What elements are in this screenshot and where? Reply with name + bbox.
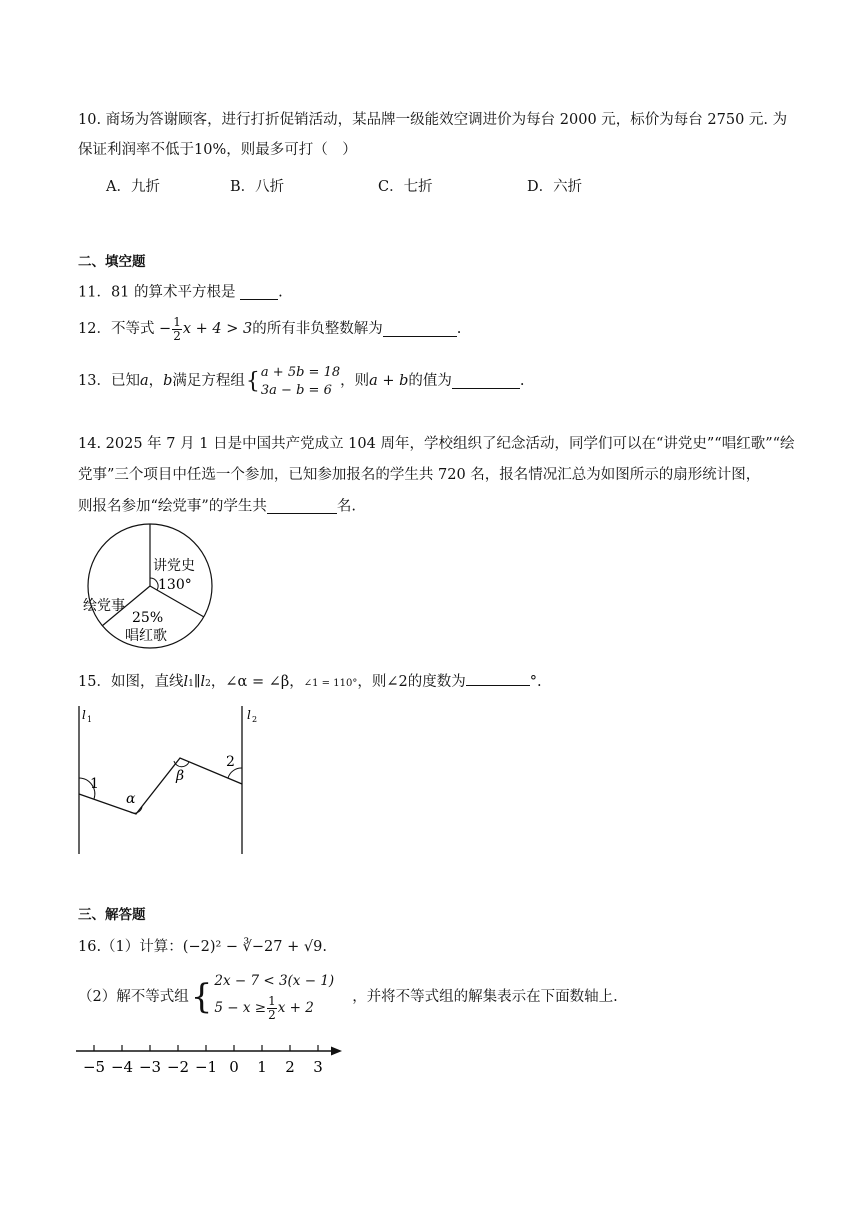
q16-eq2-frac-den: 2 xyxy=(268,1007,276,1022)
q15-mid2: ，则∠2的度数为 xyxy=(357,674,466,690)
fig-angle-1-label: 1 xyxy=(90,776,99,792)
q16-system xyxy=(214,973,334,1021)
number-line-arrow xyxy=(331,1047,342,1056)
q12-tail: . xyxy=(456,320,462,337)
zigzag-path xyxy=(79,758,242,814)
q13-expr: a + b xyxy=(369,373,409,390)
pie-label-changhongge: 唱红歌 xyxy=(125,628,167,644)
pie-label-percent: 25% xyxy=(132,610,164,626)
q10-option-a: A．九折 xyxy=(106,179,160,195)
q13-system-brace: { xyxy=(245,368,260,394)
q13-mid: 满足方程组 xyxy=(172,373,245,390)
q15-answer-blank xyxy=(466,671,530,686)
q14-answer-blank xyxy=(267,499,337,514)
q15-prefix: 15．如图，直线 xyxy=(78,674,184,690)
q16-eq2-frac xyxy=(267,995,277,1021)
q12-frac-den: 2 xyxy=(173,328,181,343)
q14-line3-text: 则报名参加“绘党事”的学生共 xyxy=(78,498,267,515)
q14-pie-figure xyxy=(76,522,226,650)
q10-line2: 保证利润率不低于10%，则最多可打（ ） xyxy=(78,142,357,158)
q15-tail: °. xyxy=(529,674,542,690)
number-line-tick-label: 2 xyxy=(285,1058,295,1076)
q15 xyxy=(78,671,542,690)
q14-tail: 名. xyxy=(336,498,356,515)
q16-part1-prefix: 16.（1）计算： xyxy=(78,939,183,955)
q12-suffix: 的所有非负整数解为 xyxy=(252,320,383,337)
q14-line2: 党事”三个项目中任选一个参加，已知参加报名的学生共 720 名，报名情况汇总为如图所示的扇形统计图， xyxy=(78,467,761,483)
q16-part2 xyxy=(78,973,618,1021)
number-line-tick-label: −1 xyxy=(194,1058,218,1076)
q13-eq1: a + 5b = 18 xyxy=(260,365,341,380)
q12-expr: x + 4 > 3 xyxy=(182,320,253,337)
q13-system xyxy=(261,364,340,399)
q13-after: ，则 xyxy=(340,373,370,390)
q13-sep: ， xyxy=(148,373,164,390)
q16-system-brace: { xyxy=(190,977,213,1018)
q13-eq2: 3a − b = 6 xyxy=(260,382,332,398)
number-line-tick-label: 3 xyxy=(313,1058,323,1076)
fig-l1-label: l xyxy=(82,708,86,722)
q13-var-a: a xyxy=(139,373,149,390)
q16-part2-suffix: ，并将不等式组的解集表示在下面数轴上. xyxy=(352,988,618,1005)
number-line-tick-label: −4 xyxy=(110,1058,134,1076)
q11-tail: . xyxy=(278,284,283,301)
fig-l1-sub: 1 xyxy=(87,715,93,724)
q13-var-b: b xyxy=(163,373,173,390)
q10-option-d: D．六折 xyxy=(527,179,583,195)
q13-suffix: 的值为 xyxy=(408,373,452,390)
q12-frac-num: 1 xyxy=(173,315,181,329)
fig-l2-sub: 2 xyxy=(252,715,258,724)
q12-answer-blank xyxy=(383,322,457,337)
q10-line1: 10. 商场为答谢顾客，进行打折促销活动，某品牌一级能效空调进价为每台 2000 元，标价为每台 2750 元. 为 xyxy=(78,112,788,128)
pie-label-huidangshi: 绘党事 xyxy=(83,598,125,614)
q16-eq1: 2x − 7 < 3(x − 1) xyxy=(214,973,335,989)
q10-option-c: C．七折 xyxy=(378,179,433,195)
q16-part2-prefix: （2）解不等式组 xyxy=(78,988,189,1005)
q12-fraction xyxy=(172,316,182,342)
pie-label-jiangdangshi: 讲党史 xyxy=(153,558,195,574)
q13-prefix: 13．已知 xyxy=(78,373,140,390)
q15-mid1: ，∠α = ∠β， xyxy=(210,674,304,690)
fig-l2-label: l xyxy=(247,708,251,722)
pie-angle-label: 130° xyxy=(158,577,192,593)
q14-line1: 14. 2025 年 7 月 1 日是中国共产党成立 104 周年，学校组织了纪念活动，同学们可以在“讲党史”“唱红歌”“绘 xyxy=(78,436,795,452)
q16-part1 xyxy=(78,940,327,955)
section-title-solve: 三、解答题 xyxy=(78,907,146,923)
q15-angle1: ∠1 = 110° xyxy=(303,678,358,689)
q16-number-line xyxy=(76,1042,346,1076)
q12-prefix: 12．不等式 − xyxy=(78,320,172,337)
q10-option-b: B．八折 xyxy=(230,179,285,195)
section-title-fill-blank: 二、填空题 xyxy=(78,254,146,270)
q16-eq2-post: x + 2 xyxy=(277,1000,314,1017)
q11-answer-blank xyxy=(240,285,278,300)
q13-tail: . xyxy=(519,373,525,390)
fig-angle-2-label: 2 xyxy=(226,754,235,770)
q15-figure xyxy=(72,704,262,856)
q16-part1-expr: (−2)² − ∛−27 + √9 xyxy=(182,939,323,955)
q16-eq2-pre: 5 − x ≥ xyxy=(214,1000,267,1017)
q16-eq2-frac-num: 1 xyxy=(268,994,276,1009)
q16-eq2 xyxy=(214,995,334,1021)
q15-l2-sub: 2 xyxy=(205,679,211,689)
fig-alpha-label: α xyxy=(126,791,136,807)
fig-beta-label: β xyxy=(176,768,185,784)
q15-l1: l xyxy=(183,674,189,690)
q14-line3 xyxy=(78,499,356,514)
number-line-tick-label: −3 xyxy=(138,1058,162,1076)
number-line-ticks xyxy=(83,1045,323,1076)
q16-part1-tail: . xyxy=(322,939,327,955)
q15-l2: l xyxy=(200,674,206,690)
q15-parallel: ∥ xyxy=(193,674,201,690)
q13-answer-blank xyxy=(452,374,520,389)
q15-l1-sub: 1 xyxy=(188,679,194,689)
number-line-tick-label: 1 xyxy=(257,1058,267,1076)
number-line-tick-label: −5 xyxy=(82,1058,106,1076)
q11 xyxy=(78,285,283,300)
number-line-tick-label: −2 xyxy=(166,1058,190,1076)
q13 xyxy=(78,364,525,399)
q12 xyxy=(78,316,461,342)
number-line-tick-label: 0 xyxy=(229,1058,239,1076)
q11-text: 11．81 的算术平方根是 xyxy=(78,284,241,301)
